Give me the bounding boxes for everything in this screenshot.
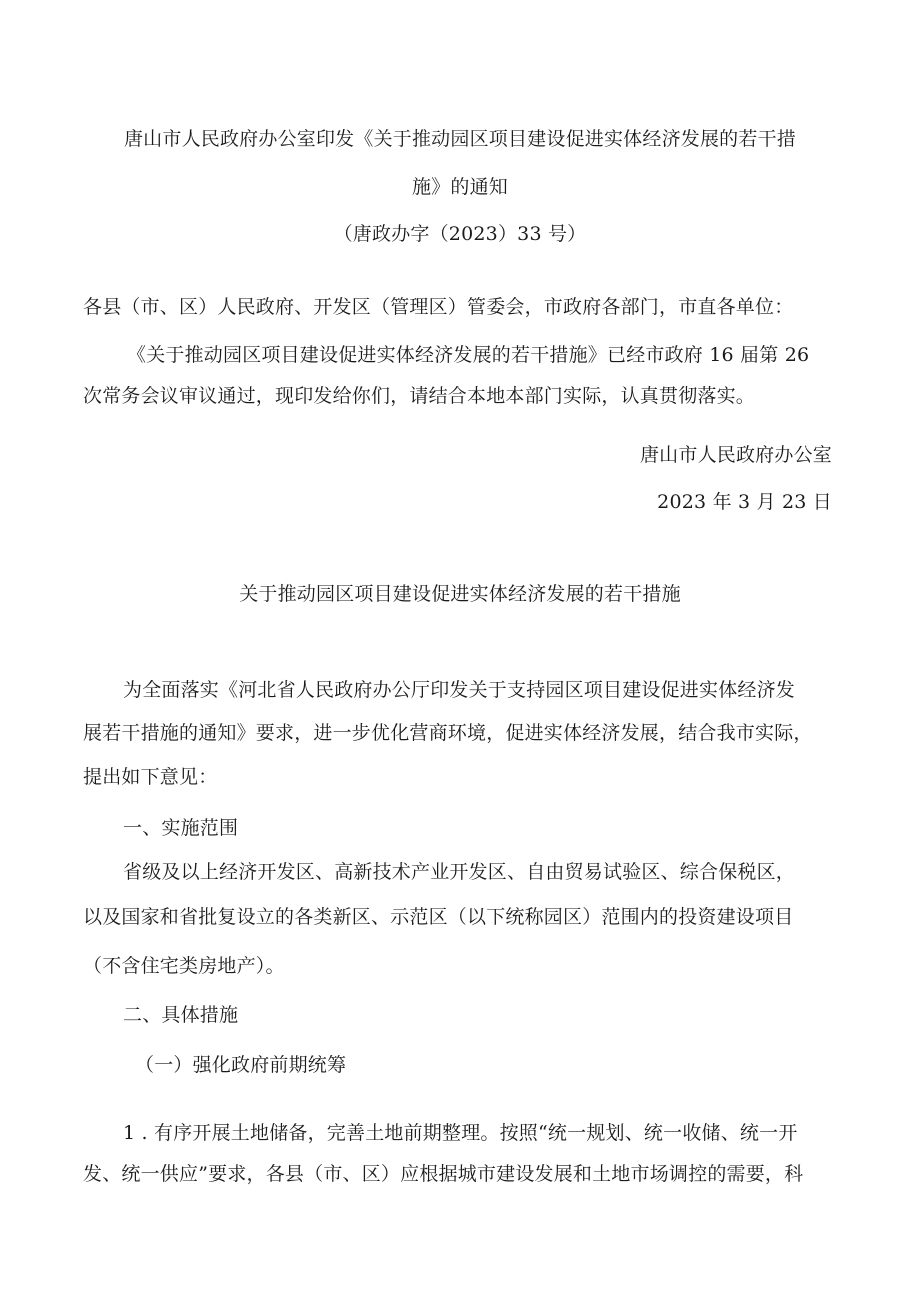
document-number: （唐政办字（2023）33 号） — [333, 223, 587, 245]
notice-body-line-1: 《关于推动园区项目建设促进实体经济发展的若干措施》已经市政府 16 届第 26 — [127, 344, 810, 366]
section-1-line-2: 以及国家和省批复设立的各类新区、示范区（以下统称园区）范围内的投资建设项目 — [83, 906, 794, 928]
subsection-1-heading: （一）强化政府前期统筹 — [135, 1054, 347, 1076]
notice-body-line-2: 次常务会议审议通过，现印发给你们，请结合本地本部门实际，认真贯彻落实。 — [83, 385, 756, 407]
section-1-heading: 一、实施范围 — [123, 817, 239, 839]
notice-title-line-2: 施》的通知 — [411, 176, 508, 198]
item-1-line-1: 1 . 有序开展土地储备，完善土地前期整理。按照“统一规划、统一收储、统一开 — [123, 1122, 798, 1144]
section-1-line-3: （不含住宅类房地产）。 — [83, 955, 285, 977]
section-1-line-1: 省级及以上经济开发区、高新技术产业开发区、自由贸易试验区、综合保税区， — [123, 861, 796, 883]
addressee-line: 各县（市、区）人民政府、开发区（管理区）管委会，市政府各部门，市直各单位： — [83, 296, 794, 318]
intro-line-3: 提出如下意见： — [83, 766, 218, 788]
intro-line-1: 为全面落实《河北省人民政府办公厅印发关于支持园区项目建设促进实体经济发 — [123, 679, 796, 701]
notice-title-line-1: 唐山市人民政府办公室印发《关于推动园区项目建设促进实体经济发展的若干措 — [123, 128, 796, 150]
date-line: 2023 年 3 月 23 日 — [657, 491, 832, 513]
section-2-heading: 二、具体措施 — [123, 1004, 239, 1026]
signature-line: 唐山市人民政府办公室 — [639, 444, 832, 466]
measures-title: 关于推动园区项目建设促进实体经济发展的若干措施 — [239, 583, 681, 605]
item-1-line-2: 发、统一供应”要求，各县（市、区）应根据城市建设发展和土地市场调控的需要，科 — [83, 1163, 804, 1185]
intro-line-2: 展若干措施的通知》要求，进一步优化营商环境，促进实体经济发展，结合我市实际， — [83, 722, 813, 744]
